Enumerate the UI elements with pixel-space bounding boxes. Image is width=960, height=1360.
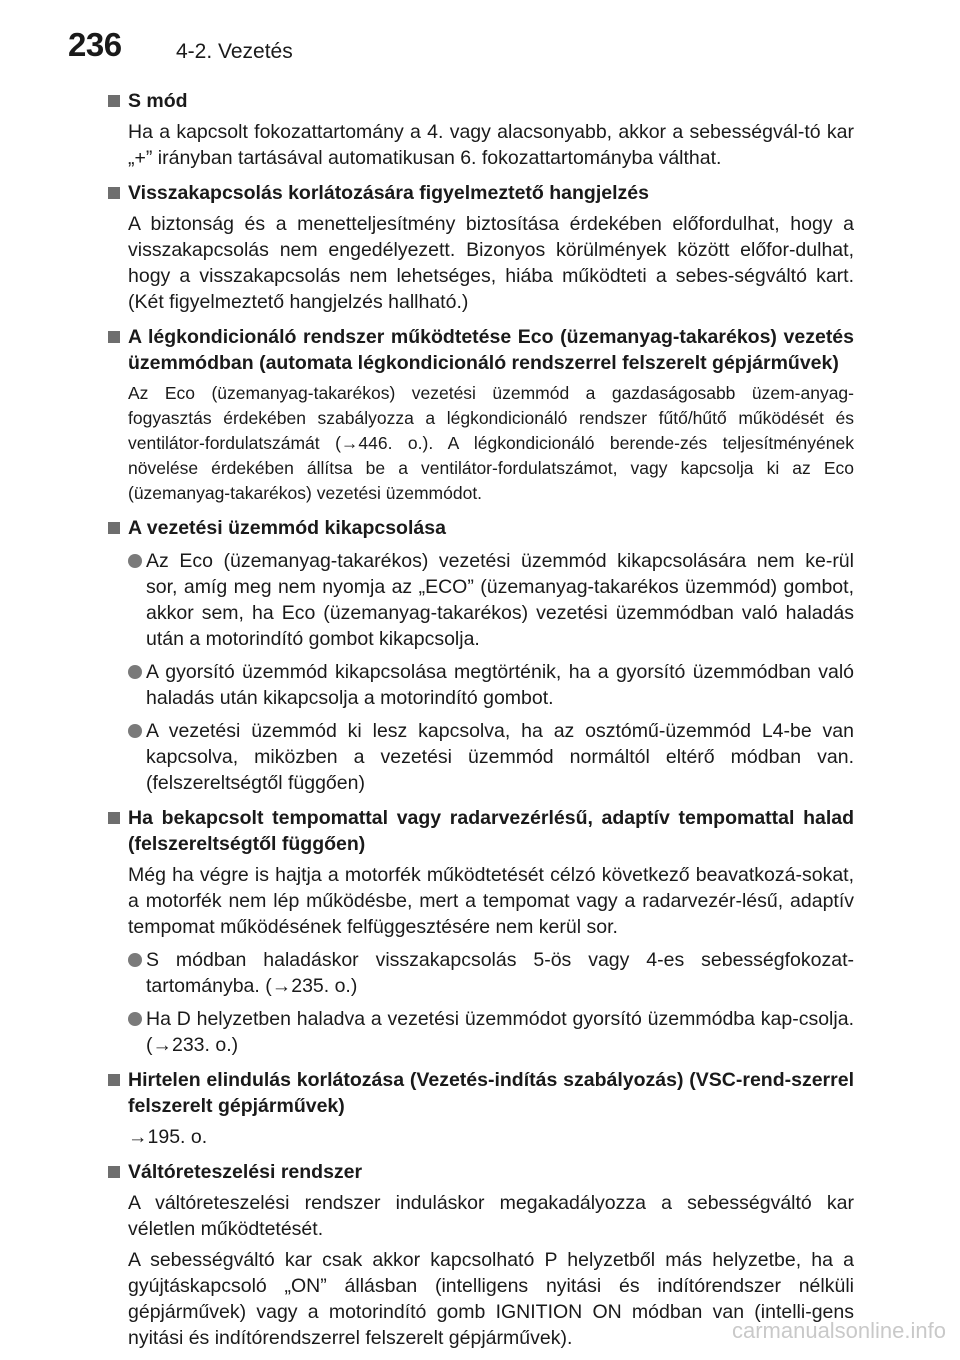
section-s-mode [108, 88, 854, 171]
section-title: Váltóreteszelési rendszer [128, 1159, 854, 1185]
round-bullet-icon [128, 724, 142, 738]
bullet-item: S módban haladáskor visszakapcsolás 5-ös vagy 4-es sebességfokozat-tartományba. (→235. o.) [128, 947, 854, 999]
round-bullet-icon [128, 665, 142, 679]
section-drive-start-control [108, 1067, 854, 1150]
paragraph: A váltóreteszelési rendszer induláskor megakadályozza a sebességváltó kar véletlen működtetését. [128, 1192, 854, 1240]
section-downshift-warning [108, 180, 854, 315]
square-bullet-icon [108, 1074, 120, 1086]
square-bullet-icon [108, 812, 120, 824]
page-reference: →195. o. [128, 1126, 208, 1148]
page-content [108, 88, 854, 1360]
square-bullet-icon [108, 331, 120, 343]
watermark: carmanualsonline.info [731, 1318, 946, 1343]
section-title: Visszakapcsolás korlátozására figyelmeztető hangjelzés [128, 180, 854, 206]
square-bullet-icon [108, 95, 120, 107]
bullet-item: A vezetési üzemmód ki lesz kapcsolva, ha az osztómű-üzemmód L4-be van kapcsolva, miközben a vezetési üzemmód normáltól eltérő módban van. (felszereltségtől függően) [128, 718, 854, 796]
paragraph: Ha a kapcsolt fokozattartomány a 4. vagy alacsonyabb, akkor a sebességvál-tó kar „+” irányban tartásával automatikusan 6. fokozattartományba válthat. [128, 121, 854, 169]
chapter-title: 4-2. Vezetés [176, 40, 293, 63]
bullet-item: Az Eco (üzemanyag-takarékos) vezetési üzemmód kikapcsolására nem ke-rül sor, amíg meg nem nyomja az „ECO” (üzemanyag-takarékos üzemmód) gombot, akkor sem, ha Eco (üzemanyag-takarékos) vezetési üzemmódban való haladás után a motorindító gombot kikapcsolja. [128, 548, 854, 652]
section-title: A légkondicionáló rendszer működtetése Eco (üzemanyag-takarékos) vezetés üzemmódban (automata légkondicionáló rendszerrel felszerelt gépjárművek) [128, 324, 854, 376]
paragraph: Az Eco (üzemanyag-takarékos) vezetési üzemmód a gazdaságosabb üzem-anyag-fogyasztás érdekében szabályozza a légkondicionáló rendszer fűtő/hűtő működését és ventilátor-fordulatszámát (→446. o.). A légkondicionáló berende-zés teljesítményének növelése érdekében állítsa be a ventilátor-fordulatszámot, vagy kapcsolja ki az Eco (üzemanyag-takarékos) vezetési üzemmódot. [128, 383, 854, 503]
paragraph: Még ha végre is hajtja a motorfék működtetését célzó következő beavatkozá-sokat, a motorfék nem lép működésbe, mert a tempomat vagy a radarvezér-lésű, adaptív tempomat működésének felfüggesztésére nem kerül sor. [128, 864, 854, 938]
paragraph: A sebességváltó kar csak akkor kapcsolható P helyzetből más helyzetbe, ha a gyújtáskapcsoló „ON” állásban (intelligens nyitási és indítórendszer nélküli gépjárművek) vagy a motorindító gomb IGNITION ON módban van (intelli-gens nyitási és indítórendszerrel felszerelt gépjárművek). [128, 1249, 854, 1349]
square-bullet-icon [108, 522, 120, 534]
round-bullet-icon [128, 953, 142, 967]
bullet-item: Ha D helyzetben haladva a vezetési üzemmódot gyorsító üzemmódba kap-csolja. (→233. o.) [128, 1006, 854, 1058]
section-title: S mód [128, 88, 854, 114]
section-eco-aircon [108, 324, 854, 506]
square-bullet-icon [108, 1166, 120, 1178]
section-title: Ha bekapcsolt tempomattal vagy radarvezérlésű, adaptív tempomattal halad (felszereltségtől függően) [128, 805, 854, 857]
section-cruise-control [108, 805, 854, 1058]
paragraph: A biztonság és a menetteljesítmény biztosítása érdekében előfordulhat, hogy a visszakapcsolás nem engedélyezett. Bizonyos körülmények között előfor-dulhat, hogy a visszakapcsolás nem lehetséges, hiába működteti a sebes-ségváltó kart. (Két figyelmeztető hangjelzés hallható.) [128, 213, 854, 313]
bullet-item: A gyorsító üzemmód kikapcsolása megtörténik, ha a gyorsító üzemmódban való haladás után kikapcsolja a motorindító gombot. [128, 659, 854, 711]
square-bullet-icon [108, 187, 120, 199]
section-title: Hirtelen elindulás korlátozása (Vezetés-indítás szabályozás) (VSC-rend-szerrel felszerelt gépjárművek) [128, 1067, 854, 1119]
section-drive-mode-off [108, 515, 854, 796]
page-header [0, 0, 960, 80]
page-number: 236 [68, 26, 122, 63]
section-title: A vezetési üzemmód kikapcsolása [128, 515, 854, 541]
round-bullet-icon [128, 554, 142, 568]
round-bullet-icon [128, 1012, 142, 1026]
